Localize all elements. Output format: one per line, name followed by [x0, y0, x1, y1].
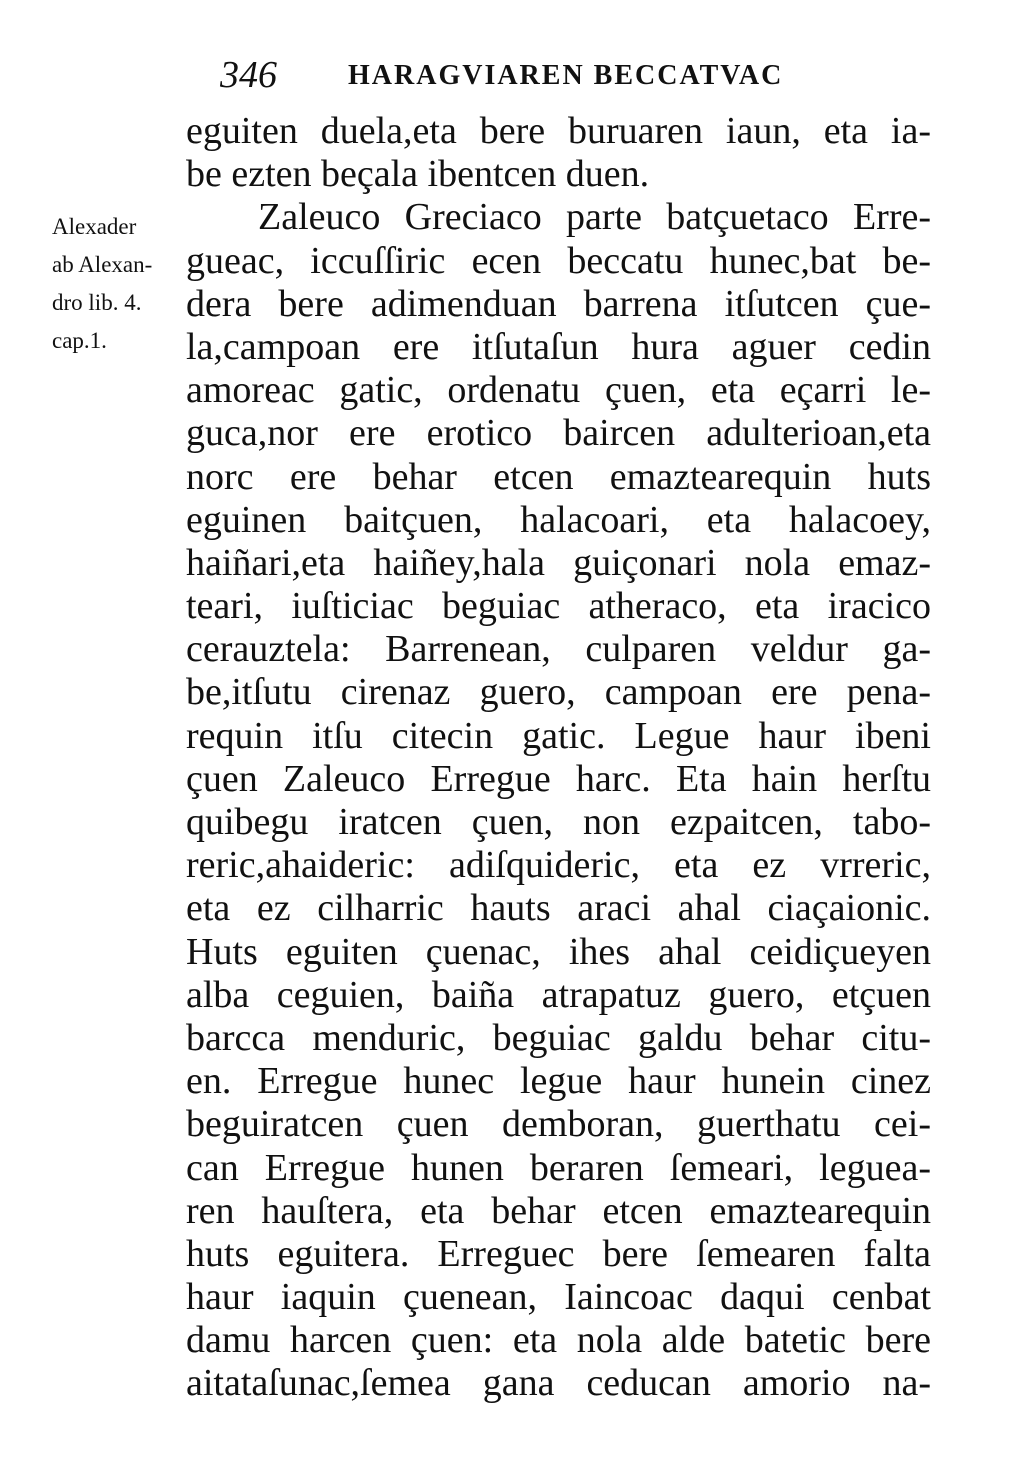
text-line: ren hauſtera, eta behar etcen emaztearequin: [186, 1189, 931, 1232]
text-line: teari, iuſticiac beguiac atheraco, eta iracico: [186, 585, 931, 628]
text-line: barcca menduric, beguiac galdu behar citu-: [186, 1016, 931, 1059]
marginal-line: Alexader: [52, 214, 137, 239]
text-line: la,campoan ere itſutaſun hura aguer cedin: [186, 325, 931, 368]
text-line: eta ez cilharric hauts araci ahal ciaçaionic.: [186, 887, 931, 930]
text-line: gueac, iccuſſiric ecen beccatu hunec,bat be-: [186, 239, 931, 282]
running-head: [220, 52, 920, 102]
text-line: aitataſunac,ſemea gana ceducan amorio na-: [186, 1362, 931, 1405]
text-line: quibegu iratcen çuen, non ezpaitcen, tabo-: [186, 801, 931, 843]
text-line: haur iaquin çuenean, Iaincoac daqui cenbat: [186, 1276, 931, 1319]
text-line: alba ceguien, baiña atrapatuz guero, etçuen: [186, 973, 931, 1016]
text-line: en. Erregue hunec legue haur hunein cinez: [186, 1060, 931, 1103]
text-line: amoreac gatic, ordenatu çuen, eta eçarri le-: [186, 369, 931, 412]
text-line: çuen Zaleuco Erregue harc. Eta hain herſtu: [186, 757, 931, 800]
text-line: haiñari,eta haiñey,hala guiçonari nola emaz-: [186, 541, 931, 584]
text-line: cerauztela: Barrenean, culparen veldur ga-: [186, 628, 931, 671]
marginal-line: cap.1.: [52, 328, 107, 353]
text-line: Huts eguiten çuenac, ihes ahal ceidiçueyen: [186, 930, 931, 973]
text-line: eguinen baitçuen, halacoari, eta halacoey,: [186, 498, 931, 541]
marginal-line: dro lib. 4.: [52, 290, 142, 315]
text-line: reric,ahaideric: adiſquideric, eta ez vrreric,: [186, 844, 931, 887]
running-title: HARAGVIAREN BECCATVAC: [348, 60, 784, 91]
text-line: norc ere behar etcen emaztearequin huts: [186, 455, 931, 498]
page-number: 346: [220, 54, 277, 96]
text-line: eguiten duela,eta bere buruaren iaun, eta ia-: [186, 110, 931, 152]
text-line: requin itſu citecin gatic. Legue haur ibeni: [186, 714, 931, 757]
marginal-line: ab Alexan-: [52, 252, 153, 277]
text-line: beguiratcen çuen demboran, guerthatu cei-: [186, 1103, 931, 1146]
text-line: Zaleuco Greciaco parte batçuetaco Erre-: [258, 196, 931, 239]
body-text: [186, 110, 931, 1406]
text-line: be ezten beçala ibentcen duen.: [186, 153, 650, 196]
text-line: be,itſutu cirenaz guero, campoan ere pena-: [186, 671, 931, 714]
text-line: dera bere adimenduan barrena itſutcen çue-: [186, 282, 931, 325]
text-line: guca,nor ere erotico baircen adulterioan,eta: [186, 412, 931, 455]
text-line: damu harcen çuen: eta nola alde batetic bere: [186, 1319, 931, 1362]
text-line: huts eguitera. Erreguec bere ſemearen falta: [186, 1232, 931, 1275]
marginal-citation: [52, 208, 202, 360]
text-line: can Erregue hunen beraren ſemeari, leguea-: [186, 1146, 931, 1189]
